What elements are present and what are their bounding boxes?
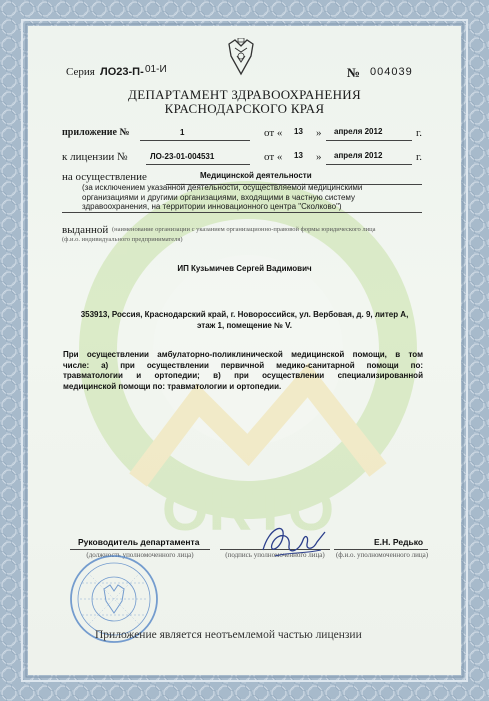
services-line4: медицинской помощи по: травматологии и ортопедии. [63, 381, 282, 391]
coat-of-arms-icon [225, 38, 257, 78]
services-line3: травматологии и ортопедии; в) при осуществлении специализированной [63, 371, 423, 380]
activity-note-line2: организациями и другими организациями, входящими в частную систему [82, 193, 356, 202]
license-date-line [326, 164, 412, 165]
appendix-month-year: апреля 2012 [334, 127, 383, 136]
address-line2: этаж 1, помещение № V. [196, 321, 293, 330]
license-year-suffix: г. [416, 151, 423, 163]
signature-hint: (подпись уполномоченного лица) [225, 551, 325, 559]
position-hint: (должность уполномоченного лица) [86, 551, 194, 559]
license-day: 13 [294, 151, 303, 160]
series-label: Серия [66, 66, 95, 78]
svg-text:ORTO: ORTO [161, 476, 335, 543]
license-month-year: апреля 2012 [334, 151, 383, 160]
issued-label: выданной [62, 224, 109, 236]
document-number: 004039 [370, 66, 413, 78]
department-title-line1: ДЕПАРТАМЕНТ ЗДРАВООХРАНЕНИЯ [128, 87, 361, 102]
appendix-number: 1 [180, 128, 185, 137]
appendix-year-suffix: г. [416, 127, 423, 139]
appendix-day: 13 [294, 127, 303, 136]
activity-note-line1: (за исключением указанной деятельности, осуществляемой медицинскими [82, 183, 363, 192]
department-title-line2: КРАСНОДАРСКОГО КРАЯ [164, 101, 325, 116]
name-hint: (ф.и.о. уполномоченного лица) [335, 551, 429, 559]
appendix-close-quote: » [316, 127, 322, 139]
footer-note: Приложение является неотъемлемой частью лицензии [95, 629, 362, 641]
official-name: Е.Н. Редько [374, 537, 424, 547]
license-close-quote: » [316, 151, 322, 163]
issued-hint-line2: (ф.и.о. индивидуального предпринимателя) [62, 236, 183, 243]
license-number-line [146, 164, 250, 165]
appendix-number-line [140, 140, 250, 141]
licensee-name: ИП Кузьмичев Сергей Вадимович [177, 264, 312, 273]
services-paragraph [63, 350, 423, 392]
services-line1: При осуществлении амбулаторно-поликлинической медицинской помощи, в том [63, 350, 423, 359]
license-from-label: от « [264, 151, 283, 163]
license-label: к лицензии № [62, 151, 128, 163]
position-line [70, 549, 210, 550]
activity-underline [62, 212, 422, 213]
license-number: ЛО-23-01-004531 [150, 152, 215, 161]
official-position: Руководитель департамента [78, 537, 200, 547]
address-line1: 353913, Россия, Краснодарский край, г. Новороссийск, ул. Вербовая, д. 9, литер А, [80, 310, 409, 319]
series-value: ЛО23-П- [100, 66, 144, 78]
appendix-from-label: от « [264, 127, 283, 139]
services-line2: числе: а) при осуществлении первичной медико-санитарной помощи по: [63, 360, 423, 370]
activity-label: на осуществление [62, 171, 147, 183]
series-number: 01-И [145, 64, 167, 75]
name-line [334, 549, 428, 550]
activity-note-line3: здравоохранения, на территории инновационного центра "Сколково") [82, 202, 342, 211]
activity-value: Медицинской деятельности [200, 171, 312, 180]
issued-hint-line1: (наименование организации с указанием организационно-правовой формы юридического лица [112, 226, 376, 233]
number-label: № [347, 65, 361, 80]
appendix-date-line [326, 140, 412, 141]
appendix-label: приложение № [62, 127, 130, 138]
handwritten-signature-icon [255, 516, 329, 562]
